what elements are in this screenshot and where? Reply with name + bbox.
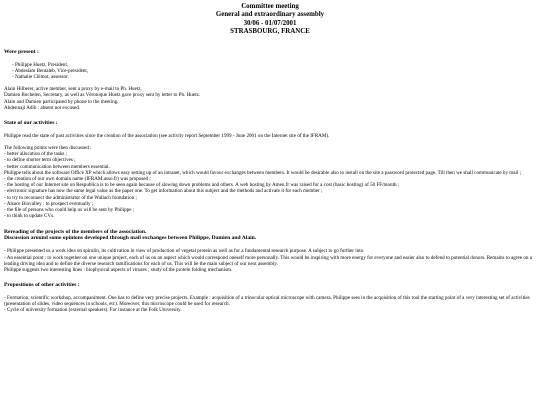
list-item: - Nathalie Clémot, assessor. — [12, 73, 69, 80]
paragraph: - Philippe presented us a work idea on spirulin, its cultivation in view of production of vegetal protein as well as for a fundamental research purpose. A subject to go further into. — [4, 248, 365, 255]
section-subheading-projects: Discussion around some opinions developed through mail exchanges between Philippe, Damien and Alain. — [4, 235, 257, 242]
meeting-dates: 30/06 - 01/07/2001 — [243, 19, 297, 27]
list-item: - better communication between members essential. — [4, 163, 110, 170]
list-item: - to define shorter term objectives ; — [4, 157, 76, 164]
paragraph: - An essential point : to work together on one unique project, each of us on an aspect which would correspond oneself more personally. This would be inspiring with more energy for everyone and easier also to defend to potential donors. Remains to agree on a leading driving idea and to define the diverse research ramifications for each of us. This will be the main subject of our next assembly. — [4, 254, 532, 267]
paragraph: - Formation, scientific workshop, accompaniment. One has to define very precise projects. Example : acquisition of a trinocular optical microscope with camera. Philippe sees in the acquisition of this tool the starting point of a very interesting set of activities (presentation of slides, video sequences in schools, etc). Moreover, this microscope could be used for research. — [4, 295, 530, 308]
meeting-title: Committee meeting — [241, 3, 299, 10]
list-item: - the hosting of our Internet site on Respublica is to be seen again because of slowing down problems and others. A web hosting by Amen.fr was raised for a cost (basic hosting) of 50 FF/month ; — [4, 182, 400, 189]
list-item: - the file of persons who could help us will be sent by Philippe ; — [4, 207, 135, 214]
paragraph-line: Damien Bochelen, Secretary, as well as Véronique Huetz gave proxy sent by letter to Ph. Huetz. — [4, 92, 201, 99]
section-heading-projects: Rereading of the projects of the members of the association. — [4, 228, 147, 235]
paragraph-line: The following points were then discussed : — [4, 145, 92, 152]
paragraph: Philippe suggests two interesting lines : biophysical aspects of viruses ; study of the protein folding mechanism. — [4, 266, 233, 273]
document-header — [4, 3, 536, 37]
meeting-subtitle: General and extraordinary assembly — [215, 11, 325, 19]
section-heading-activities: State of our activities : — [4, 119, 58, 126]
paragraph: - Cycle of university formation (external speakers). For instance at the Folk University. — [4, 307, 182, 314]
list-item: - to think to update CVs. — [4, 213, 55, 220]
section-heading-present: Were present : — [4, 48, 39, 55]
paragraph-line: Abdennaji Adib : absent not excused. — [4, 104, 81, 111]
list-item: - better allocation of the tasks ; — [4, 151, 68, 158]
present-members-list — [4, 62, 536, 81]
list-item: - electronic signature has now the same legal value as the paper one. To get information about this subject and the methods and activate it for each member ; — [4, 188, 323, 195]
paragraph-line: Alain Hilberer, active member, sent a proxy by e-mail to Ph. Huetz. — [4, 86, 142, 93]
list-item: - Abdeslam Bentaleb, Vice-president, — [12, 67, 89, 74]
meeting-place: STRASBOURG, FRANCE — [230, 28, 310, 36]
list-item: - Philippe Huetz, President, — [12, 61, 69, 68]
list-item: - to try to reconnect the administrator of the Wallach foundation ; — [4, 194, 137, 201]
paragraph: Philippe tells about the software Office XP which allows easy setting up of an intranet, which would favour exchanges between members. It would be desirable also to install on the site a password protected page. Till then we shall communicate by mail ; — [4, 169, 522, 176]
paragraph-line: Alain and Damien participated by phone to the meeting. — [4, 98, 119, 105]
list-item: - the creation of our own domain name (IFRAM.asso.fr) was proposed ; — [4, 176, 151, 183]
section-heading-propositions: Propositions of other activities : — [4, 282, 80, 289]
list-item: - Alsace Biovalley : to prospect eventually ; — [4, 200, 94, 207]
paragraph: Philippe read the state of past activities since the creation of the association (see activity report September 1999 - June 2001 on the Internet site of the IFRAM). — [4, 132, 330, 139]
